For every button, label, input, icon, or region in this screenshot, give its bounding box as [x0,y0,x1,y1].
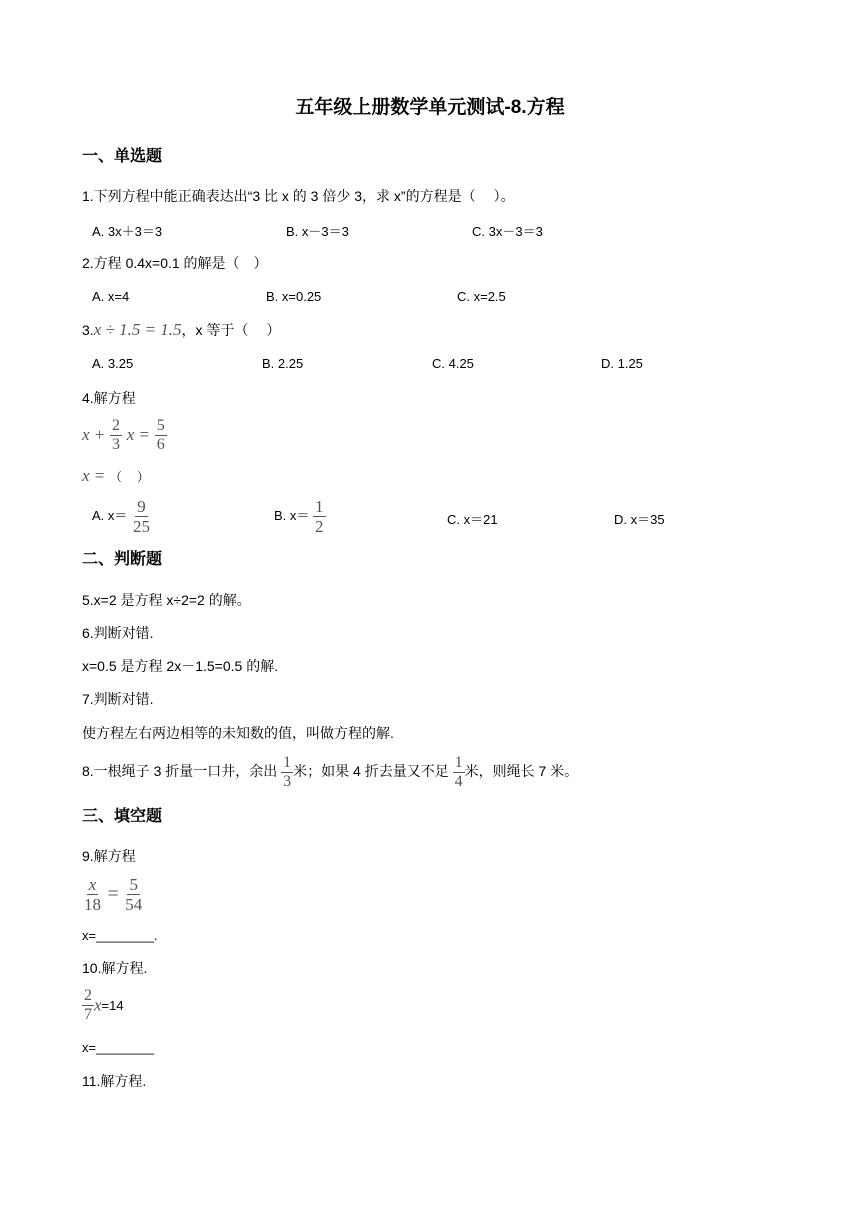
q3-option-b: B. 2.25 [262,356,304,371]
q8-part-1: 8.一根绳子 3 折量一口井，余出 [82,763,278,780]
q10-var: x [94,995,102,1015]
q3-number: 3. [82,322,94,338]
q1-option-a: A. 3x＋3＝3 [92,224,163,239]
question-2: 2.方程 0.4x=0.1 的解是（ ） [82,255,268,271]
question-3 [82,320,280,340]
q2-option-a: A. x=4 [92,289,130,304]
q3-suffix: ，x 等于（ ） [181,322,281,338]
q10-frac: $\frac{2}{7}$ [84,987,92,1023]
section-heading-true-false: 二、判断题 [82,551,163,568]
q3-option-a: A. 3.25 [92,356,134,371]
question-11: 11.解方程. [82,1073,147,1089]
q4-option-d: D. x＝35 [614,512,665,527]
q4-frac-two-thirds: $\frac{2}{3}$ [112,417,121,453]
section-heading-fill-blank: 三、填空题 [82,808,163,825]
q1-option-b: B. x－3＝3 [286,224,349,239]
q4-answer-line [82,466,149,486]
q10-answer-blank[interactable]: x=________ [82,1040,154,1055]
q3-equation: x ÷ 1.5 = 1.5 [93,320,182,339]
question-7-body: 使方程左右两边相等的未知数的值，叫做方程的解. [82,725,394,741]
q3-option-c: C. 4.25 [432,356,474,371]
q3-option-d: D. 1.25 [601,356,643,371]
question-6: 6.判断对错. [82,625,154,641]
q1-option-c: C. 3x－3＝3 [472,224,543,239]
q2-option-c: C. x=2.5 [457,289,506,304]
q4-option-b-frac: $\frac{1}{2}$ [315,497,324,536]
question-9: 9.解方程 [82,848,136,864]
q9-frac-right: $\frac{5}{54}$ [125,875,143,914]
q4-answer-paren: （ ） [109,470,150,484]
q4-option-a [92,498,152,535]
question-7: 7.判断对错. [82,691,154,707]
q8-frac-one-quarter: $\frac{1}{4}$ [454,754,463,790]
question-5: 5.x=2 是方程 x÷2=2 的解。 [82,592,251,608]
q4-option-a-frac: $\frac{9}{25}$ [133,497,151,536]
question-1: 1.下列方程中能正确表达出“3 比 x 的 3 倍少 3，求 x”的方程是（ ）。 [82,188,515,204]
section-heading-single-choice: 一、单选题 [82,148,163,165]
q4-equation [82,418,167,453]
question-6-body: x=0.5 是方程 2x－1.5=0.5 的解. [82,658,279,674]
q9-answer-blank[interactable]: x=________. [82,928,158,943]
q9-frac-left: $\frac{x}{18}$ [84,875,101,914]
q9-equation [82,876,144,913]
q4-option-c: C. x＝21 [447,512,498,527]
q4-eq-mid: x = [126,424,151,444]
q4-answer-prefix: x = [82,466,106,485]
q9-equals: = [107,883,119,905]
q4-option-a-label: A. x＝ [92,507,128,523]
q2-option-b: B. x=0.25 [266,289,322,304]
q4-eq-x-plus: x + [82,424,106,444]
question-8 [82,755,578,790]
q10-equation [82,988,124,1023]
q4-option-b-label: B. x＝ [274,507,310,523]
page-title: 五年级上册数学单元测试-8.方程 [295,97,565,118]
q10-rhs: =14 [101,998,124,1013]
q8-part-3: 米，则绳长 7 米。 [464,763,579,780]
question-4: 4.解方程 [82,390,136,406]
q8-frac-one-third: $\frac{1}{3}$ [283,754,292,790]
q8-part-2: 米；如果 4 折去量又不足 [293,763,449,780]
question-10: 10.解方程. [82,960,148,976]
q4-frac-five-sixths: $\frac{5}{6}$ [156,417,165,453]
q4-option-b [274,498,326,535]
